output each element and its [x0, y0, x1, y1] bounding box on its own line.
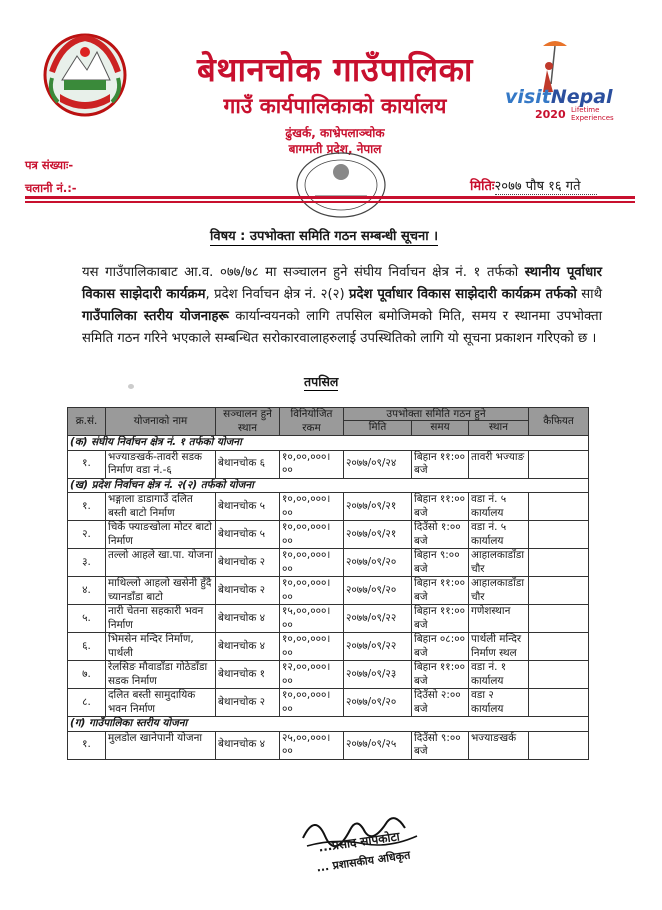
cell-date: २०७७/०९/२० — [344, 689, 412, 717]
cell-venue: आहालकाडाँडा चौर — [469, 549, 529, 577]
table-section-row — [68, 436, 589, 451]
cell-name: नारी चेतना सहकारी भवन निर्माण — [106, 605, 216, 633]
cell-sn: ६. — [68, 633, 106, 661]
col-place: सञ्चालन हुने स्थान — [216, 408, 280, 436]
visit-year: 2020 — [535, 108, 566, 121]
body-part-3: साथै — [576, 287, 603, 302]
nepal-emblem-icon — [42, 32, 128, 118]
cell-name: भङ्गाला डाडागाउँ दलित बस्ती बाटो निर्माण — [106, 493, 216, 521]
cell-time: बिहान ११:०० बजे — [412, 577, 469, 605]
body-bold-2: प्रदेश पूर्वाधार विकास साझेदारी कार्यक्रम तर्फको — [349, 287, 577, 302]
col-sn: क्र.सं. — [68, 408, 106, 436]
cell-place: बेथानचोक २ — [216, 549, 280, 577]
chalani-label: चलानी नं.:- — [25, 181, 77, 195]
col-date: मिति — [344, 421, 412, 436]
cell-time: बिहान ११:०० बजे — [412, 493, 469, 521]
date-value: २०७७ पौष १६ गते — [495, 179, 597, 195]
table-row — [68, 577, 589, 605]
visit-nepal-logo — [505, 36, 625, 126]
body-part-1: यस गाउँपालिकाबाट आ.व. ०७७/७८ मा सञ्चालन हुने संघीय निर्वाचन क्षेत्र नं. १ तर्फको — [82, 265, 525, 280]
cell-time: दिउँसो २:०० बजे — [412, 689, 469, 717]
nepal-word: Nepal — [550, 86, 613, 108]
cell-venue: वडा नं. ५ कार्यालय — [469, 521, 529, 549]
cell-time: बिहान ०८:०० बजे — [412, 633, 469, 661]
cell-venue: गणेशस्थान — [469, 605, 529, 633]
cell-venue: वडा २ कार्यालय — [469, 689, 529, 717]
cell-sn: ५. — [68, 605, 106, 633]
table-row — [68, 605, 589, 633]
table-section-row — [68, 717, 589, 732]
cell-remarks — [529, 731, 589, 759]
body-part-2: , प्रदेश निर्वाचन क्षेत्र नं. २(२) — [205, 287, 350, 302]
cell-amount: १२,००,०००।०० — [280, 661, 344, 689]
cell-sn: २. — [68, 521, 106, 549]
cell-place: बेथानचोक ५ — [216, 493, 280, 521]
cell-date: २०७७/०९/२५ — [344, 731, 412, 759]
cell-amount: १०,००,०००।०० — [280, 689, 344, 717]
section-title: (क) संघीय निर्वाचन क्षेत्र नं. १ तर्फको योजना — [68, 436, 589, 451]
cell-sn: ७. — [68, 661, 106, 689]
cell-remarks — [529, 549, 589, 577]
cell-name: दलित बस्ती सामुदायिक भवन निर्माण — [106, 689, 216, 717]
table-section-row — [68, 478, 589, 493]
table-row — [68, 689, 589, 717]
body-bold-3: गाउँपालिका स्तरीय योजनाहरू — [82, 309, 229, 324]
cell-venue: वडा नं. ५ कार्यालय — [469, 493, 529, 521]
date-label: मितिः — [470, 179, 495, 194]
table-header-row — [68, 408, 589, 421]
cell-place: बेथानचोक ४ — [216, 731, 280, 759]
section-title: (ग) गाउँपालिका स्तरीय योजना — [68, 717, 589, 732]
cell-sn: १. — [68, 493, 106, 521]
cell-amount: १०,००,०००।०० — [280, 577, 344, 605]
cell-place: बेथानचोक १ — [216, 661, 280, 689]
cell-sn: ३. — [68, 549, 106, 577]
scan-mark — [128, 384, 134, 389]
cell-name: भिमसेन मन्दिर निर्माण, पार्थली — [106, 633, 216, 661]
patra-sankhya-label: पत्र संख्याः- — [25, 158, 74, 172]
visit-tag-lifetime: Lifetime — [571, 106, 600, 114]
table-body — [68, 436, 589, 760]
cell-place: बेथानचोक ४ — [216, 605, 280, 633]
date-line — [470, 176, 597, 194]
cell-sn: १. — [68, 731, 106, 759]
cell-place: बेथानचोक ६ — [216, 450, 280, 478]
signatory-name: ...प्रसाद सापकोटा — [317, 829, 401, 855]
cell-name: चिर्के फ्याङखोला मोटर बाटो निर्माण — [106, 521, 216, 549]
table-row — [68, 450, 589, 478]
table-row — [68, 493, 589, 521]
cell-name: रेलसिङ मौवाडाँडा गोठेडाँडा सडक निर्माण — [106, 661, 216, 689]
address-line-2: बागमती प्रदेश, नेपाल — [288, 142, 382, 156]
address-line-1: ढुंखर्क, काभ्रेपलाञ्चोक — [285, 126, 385, 140]
cell-time: दिउँसो ९:०० बजे — [412, 731, 469, 759]
table-row — [68, 521, 589, 549]
cell-date: २०७७/०९/२१ — [344, 493, 412, 521]
cell-remarks — [529, 661, 589, 689]
cell-amount: १०,००,०००।०० — [280, 521, 344, 549]
cell-remarks — [529, 633, 589, 661]
cell-date: २०७७/०९/२४ — [344, 450, 412, 478]
subject-line: विषय : उपभोक्ता समिति गठन सम्बन्धी सूचना । — [210, 226, 438, 246]
col-venue: स्थान — [469, 421, 529, 436]
cell-time: बिहान ११:०० बजे — [412, 661, 469, 689]
col-remarks: कैफियत — [529, 408, 589, 436]
col-amount: विनियोजित रकम — [280, 408, 344, 436]
signatory-title: ... प्रशासकीय अधिकृत — [315, 848, 412, 875]
body-part-4: कार्यान्वयनको लागि तपसिल बमोजिमको मिति, समय र स्थानमा उपभोक्ता समिति गठन गरिने भएकाले सम्बन्धित सरोकारवालाहरुलाई उपस्थितिको लागि यो सूचना प्रकाशन गरिएको छ । — [82, 309, 602, 346]
cell-venue: पार्थली मन्दिर निर्माण स्थल — [469, 633, 529, 661]
cell-venue: भज्याङखर्क — [469, 731, 529, 759]
office-stamp-icon — [293, 150, 389, 220]
cell-amount: १०,००,०००।०० — [280, 493, 344, 521]
office-subtitle: गाउँ कार्यपालिकाको कार्यालय — [223, 94, 447, 118]
cell-place: बेथानचोक ५ — [216, 521, 280, 549]
visit-tag-experiences: Experiences — [571, 114, 614, 122]
visit-word: visit — [505, 86, 551, 108]
cell-name: मुलडोल खानेपानी योजना — [106, 731, 216, 759]
header-divider — [25, 196, 635, 199]
notice-body — [82, 262, 602, 350]
cell-amount: १०,००,०००।०० — [280, 633, 344, 661]
cell-time: बिहान ११:०० बजे — [412, 450, 469, 478]
cell-date: २०७७/०९/२२ — [344, 633, 412, 661]
table-row — [68, 661, 589, 689]
cell-date: २०७७/०९/२३ — [344, 661, 412, 689]
col-group: उपभोक्ता समिति गठन हुने — [344, 408, 529, 421]
cell-remarks — [529, 521, 589, 549]
cell-place: बेथानचोक २ — [216, 689, 280, 717]
cell-venue: आहालकाडाँडा चौर — [469, 577, 529, 605]
cell-amount: १५,००,०००।०० — [280, 605, 344, 633]
cell-time: बिहान ११:०० बजे — [412, 605, 469, 633]
cell-date: २०७७/०९/२० — [344, 577, 412, 605]
cell-amount: १०,००,०००।०० — [280, 549, 344, 577]
table-row — [68, 549, 589, 577]
cell-sn: १. — [68, 450, 106, 478]
schedule-table — [67, 407, 589, 760]
cell-place: बेथानचोक २ — [216, 577, 280, 605]
cell-date: २०७७/०९/२२ — [344, 605, 412, 633]
cell-venue: तावरी भज्याङ — [469, 450, 529, 478]
cell-name: भज्याङखर्क-तावरी सडक निर्माण वडा नं.-६ — [106, 450, 216, 478]
cell-remarks — [529, 450, 589, 478]
body-bold-1: स्थानीय पूर्वाधार विकास साझेदारी कार्यक्रम — [82, 265, 602, 302]
cell-time: बिहान ९:०० बजे — [412, 549, 469, 577]
section-title: (ख) प्रदेश निर्वाचन क्षेत्र नं. २(२) तर्फको योजना — [68, 478, 589, 493]
tapsil-heading: तपसिल — [304, 374, 339, 389]
cell-place: बेथानचोक ४ — [216, 633, 280, 661]
cell-name: तल्लो आहले खा.पा. योजना — [106, 549, 216, 577]
cell-remarks — [529, 689, 589, 717]
table-row — [68, 633, 589, 661]
table-row — [68, 731, 589, 759]
col-name: योजनाको नाम — [106, 408, 216, 436]
cell-venue: वडा नं. १ कार्यालय — [469, 661, 529, 689]
cell-remarks — [529, 605, 589, 633]
cell-name: माथिल्लो आहलो खसेनी हुँदै च्यानडाँडा बाटो — [106, 577, 216, 605]
cell-date: २०७७/०९/२० — [344, 549, 412, 577]
col-time: समय — [412, 421, 469, 436]
cell-amount: २५,००,०००।०० — [280, 731, 344, 759]
header-divider-thin — [25, 201, 635, 203]
cell-time: दिउँसो १:०० बजे — [412, 521, 469, 549]
cell-remarks — [529, 577, 589, 605]
cell-sn: ४. — [68, 577, 106, 605]
cell-amount: १०,००,०००।०० — [280, 450, 344, 478]
municipality-title: बेथानचोक गाउँपालिका — [197, 50, 473, 89]
cell-sn: ८. — [68, 689, 106, 717]
cell-remarks — [529, 493, 589, 521]
cell-date: २०७७/०९/२१ — [344, 521, 412, 549]
